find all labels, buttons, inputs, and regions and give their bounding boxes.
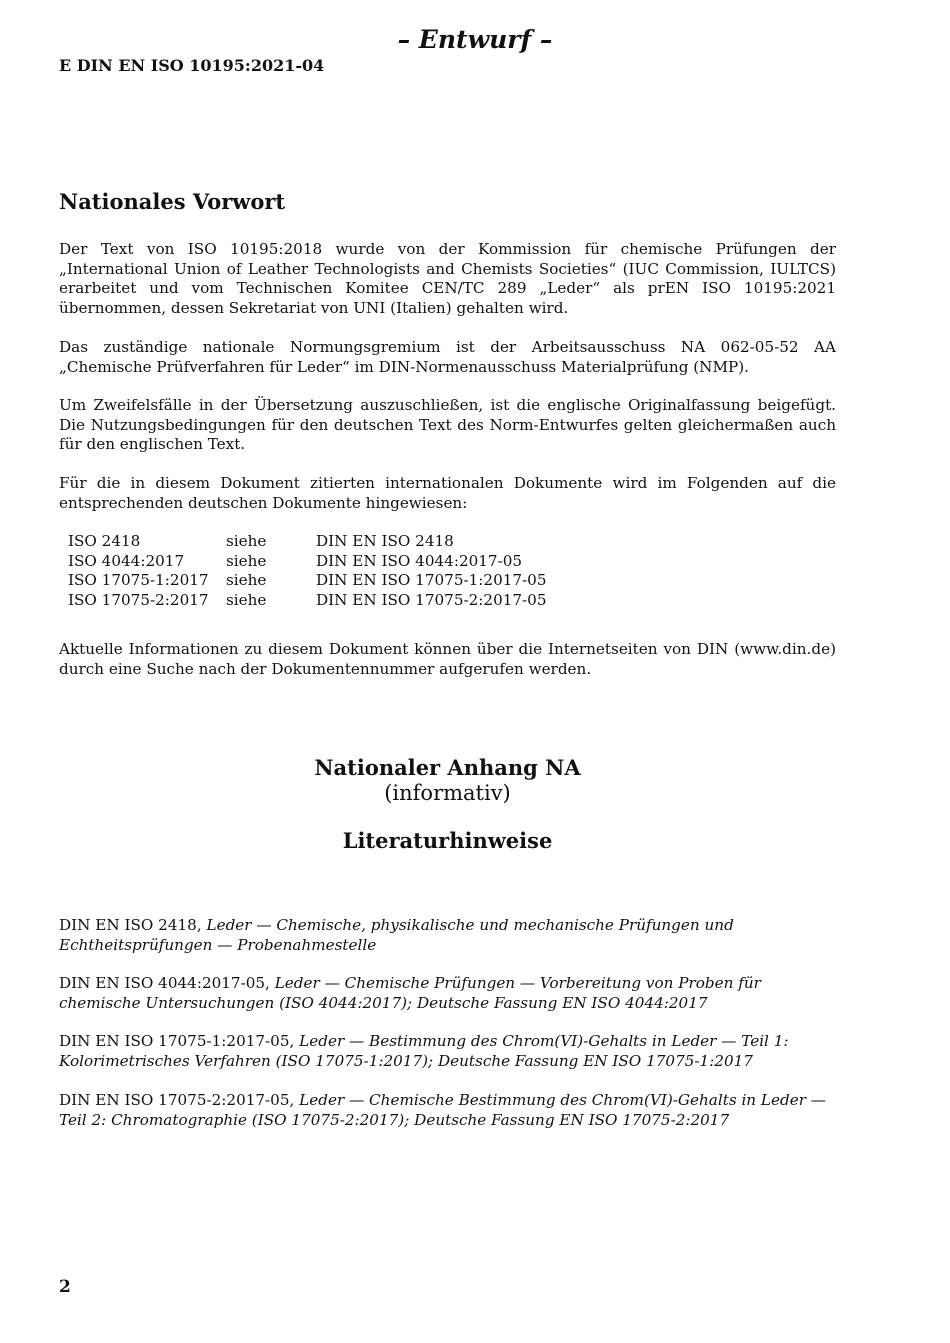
iso-reference: ISO 4044:2017 bbox=[68, 551, 185, 570]
literature-title: Leder — Chemische, physikalische und mechanische Prüfungen und Echtheitsprüfungen — Probenahmestelle bbox=[59, 916, 734, 954]
reference-table bbox=[68, 532, 547, 610]
literature-ref: DIN EN ISO 17075-2:2017-05, bbox=[59, 1091, 300, 1109]
literature-title: Leder — Chemische Prüfungen — Vorbereitung von Proben für chemische Untersuchungen (ISO 4044:2017); Deutsche Fassung EN ISO 4044:2017 bbox=[59, 974, 761, 1012]
vorwort-paragraph-1: Der Text von ISO 10195:2018 wurde von der Kommission für chemische Prüfungen der „International Union of Leather Technologists and Chemists Societies“ (IUC Commission, IULTCS) erarbeitet und vom Technischen Komitee CEN/TC 289 „Leder“ als prEN ISO 10195:2021 übernommen, dessen Sekretariat von UNI (Italien) gehalten wird. bbox=[59, 240, 836, 317]
table-row bbox=[68, 591, 547, 611]
literature-ref: DIN EN ISO 17075-1:2017-05, bbox=[59, 1032, 300, 1050]
reference-link-word: siehe bbox=[226, 532, 267, 550]
table-row bbox=[68, 532, 547, 552]
document-id: E DIN EN ISO 10195:2021-04 bbox=[59, 56, 325, 75]
literature-entry bbox=[59, 1032, 836, 1071]
draft-watermark-title: – Entwurf – bbox=[397, 25, 553, 54]
vorwort-paragraph-3: Um Zweifelsfälle in der Übersetzung auszuschließen, ist die englische Originalfassung beigefügt. Die Nutzungsbedingungen für den deutschen Text des Norm-Entwurfes gelten gleichermaßen auch für den englischen Text. bbox=[59, 396, 836, 454]
literature-entry bbox=[59, 1091, 836, 1130]
din-reference: DIN EN ISO 17075-2:2017-05 bbox=[316, 590, 547, 609]
table-row bbox=[68, 552, 547, 572]
annex-title: Nationaler Anhang NA bbox=[314, 755, 581, 780]
din-reference: DIN EN ISO 17075-1:2017-05 bbox=[316, 571, 547, 590]
page-number: 2 bbox=[59, 1277, 71, 1297]
literature-entry bbox=[59, 974, 836, 1013]
literature-ref: DIN EN ISO 2418, bbox=[59, 916, 207, 934]
iso-reference: ISO 2418 bbox=[68, 532, 141, 550]
annex-subtitle: (informativ) bbox=[384, 781, 511, 805]
literature-heading: Literaturhinweise bbox=[342, 828, 553, 853]
table-row bbox=[68, 571, 547, 591]
iso-reference: ISO 17075-1:2017 bbox=[68, 571, 209, 590]
iso-reference: ISO 17075-2:2017 bbox=[68, 590, 209, 609]
din-reference: DIN EN ISO 4044:2017-05 bbox=[316, 551, 523, 570]
reference-link-word: siehe bbox=[226, 551, 267, 570]
vorwort-closing-paragraph: Aktuelle Informationen zu diesem Dokument können über die Internetseiten von DIN (www.din.de) durch eine Suche nach der Dokumentennummer aufgerufen werden. bbox=[59, 640, 836, 678]
section-heading-vorwort: Nationales Vorwort bbox=[59, 189, 286, 214]
vorwort-paragraph-4: Für die in diesem Dokument zitierten internationalen Dokumente wird im Folgenden auf die entsprechenden deutschen Dokumente hingewiesen: bbox=[59, 474, 836, 512]
literature-entry bbox=[59, 916, 836, 955]
vorwort-paragraph-2: Das zuständige nationale Normungsgremium ist der Arbeitsausschuss NA 062-05-52 AA „Chemische Prüfverfahren für Leder“ im DIN-Normenausschuss Materialprüfung (NMP). bbox=[59, 338, 836, 376]
literature-title: Leder — Chemische Bestimmung des Chrom(VI)-Gehalts in Leder — Teil 2: Chromatographie (ISO 17075-2:2017); Deutsche Fassung EN ISO 17075-2:2017 bbox=[59, 1091, 826, 1129]
literature-title: Leder — Bestimmung des Chrom(VI)-Gehalts in Leder — Teil 1: Kolorimetrisches Verfahren (ISO 17075-1:2017); Deutsche Fassung EN ISO 17075-1:2017 bbox=[59, 1032, 789, 1070]
reference-link-word: siehe bbox=[226, 590, 267, 609]
din-reference: DIN EN ISO 2418 bbox=[316, 532, 454, 550]
literature-ref: DIN EN ISO 4044:2017-05, bbox=[59, 974, 275, 992]
reference-link-word: siehe bbox=[226, 571, 267, 590]
